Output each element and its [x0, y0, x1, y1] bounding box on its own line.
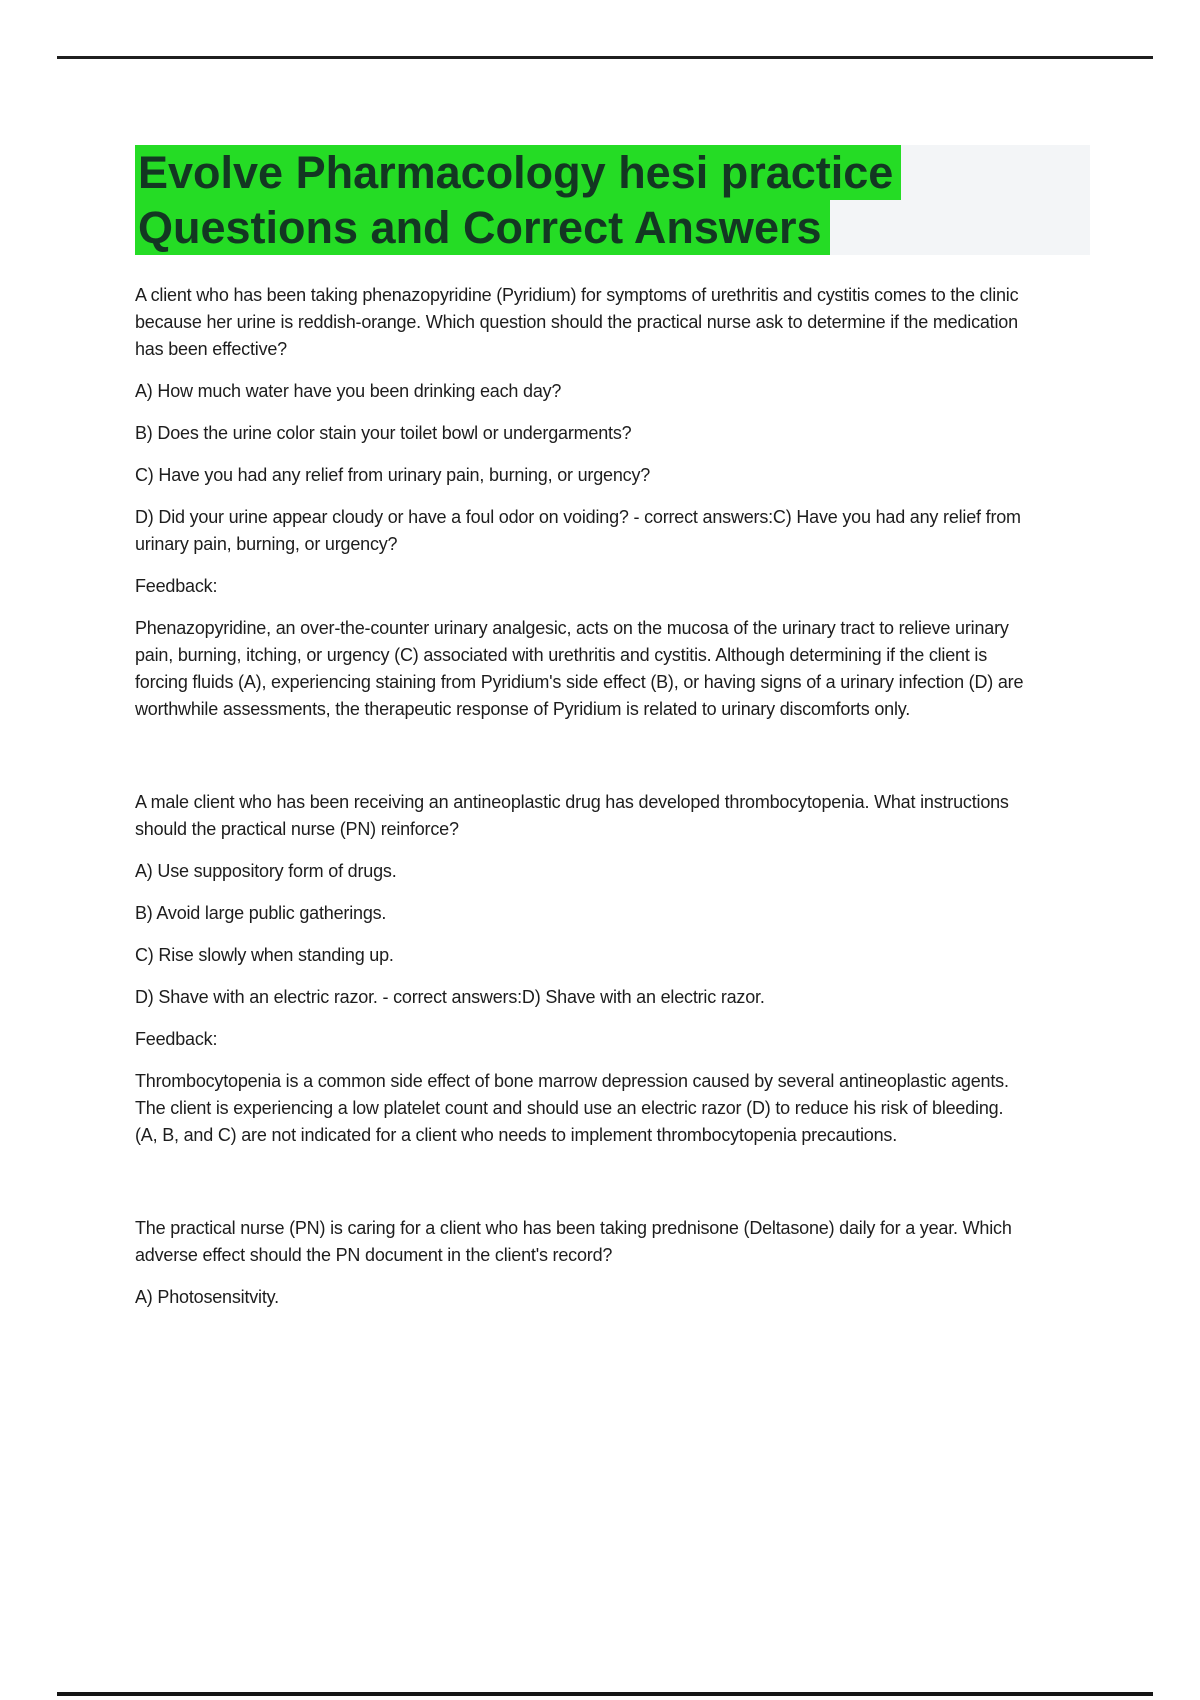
title-highlight-panel	[135, 145, 1090, 255]
question-2-option-c: C) Rise slowly when standing up.	[135, 945, 394, 965]
question-2-feedback-text: Thrombocytopenia is a common side effect of bone marrow depression caused by several antineoplastic agents. The client is experiencing a low platelet count and should use an electric razor (D) to reduce his risk of bleeding. (A, B, and C) are not indicated for a client who needs to implement thrombocytopenia precautions.	[135, 1071, 1009, 1145]
question-1-option-d-with-answer: D) Did your urine appear cloudy or have a foul odor on voiding? - correct answers:C) Have you had any relief from urinary pain, burning, or urgency?	[135, 507, 1021, 554]
bottom-divider	[57, 1692, 1153, 1696]
question-1-option-c: C) Have you had any relief from urinary pain, burning, or urgency?	[135, 465, 651, 485]
question-2-feedback-label: Feedback:	[135, 1029, 218, 1049]
question-3-stem: The practical nurse (PN) is caring for a client who has been taking prednisone (Deltasone) daily for a year. Which adverse effect should the PN document in the client's record?	[135, 1218, 1012, 1265]
question-1-stem: A client who has been taking phenazopyridine (Pyridium) for symptoms of urethritis and cystitis comes to the clinic because her urine is reddish-orange. Which question should the practical nurse ask to determine if the medication has been effective?	[135, 285, 1019, 359]
question-1-feedback-label: Feedback:	[135, 576, 218, 596]
page-title-line-2-highlight: Questions and Correct Answers	[135, 200, 830, 255]
page-title-line-2	[135, 200, 1090, 255]
question-2-option-b: B) Avoid large public gatherings.	[135, 903, 387, 923]
page-title-line-1	[135, 145, 1090, 200]
page-title	[135, 145, 1090, 255]
question-1-feedback-text: Phenazopyridine, an over-the-counter urinary analgesic, acts on the mucosa of the urinary tract to relieve urinary pain, burning, itching, or urgency (C) associated with urethritis and cystitis. Although determining if the client is forcing fluids (A), experiencing staining from Pyridium's side effect (B), or having signs of a urinary infection (D) are worthwhile assessments, the therapeutic response of Pyridium is related to urinary discomforts only.	[135, 618, 1024, 719]
page-content	[135, 145, 1090, 1311]
question-2-option-d-with-answer: D) Shave with an electric razor. - correct answers:D) Shave with an electric razor.	[135, 987, 765, 1007]
question-2-option-a: A) Use suppository form of drugs.	[135, 861, 397, 881]
question-2-stem: A male client who has been receiving an antineoplastic drug has developed thrombocytopenia. What instructions should the practical nurse (PN) reinforce?	[135, 792, 1009, 839]
question-3-option-a: A) Photosensitvity.	[135, 1287, 279, 1307]
question-1-option-a: A) How much water have you been drinking each day?	[135, 381, 562, 401]
top-divider	[57, 56, 1153, 59]
question-1-option-b: B) Does the urine color stain your toilet bowl or undergarments?	[135, 423, 632, 443]
page-title-line-1-highlight: Evolve Pharmacology hesi practice	[135, 145, 901, 200]
document-body	[135, 282, 1027, 1311]
